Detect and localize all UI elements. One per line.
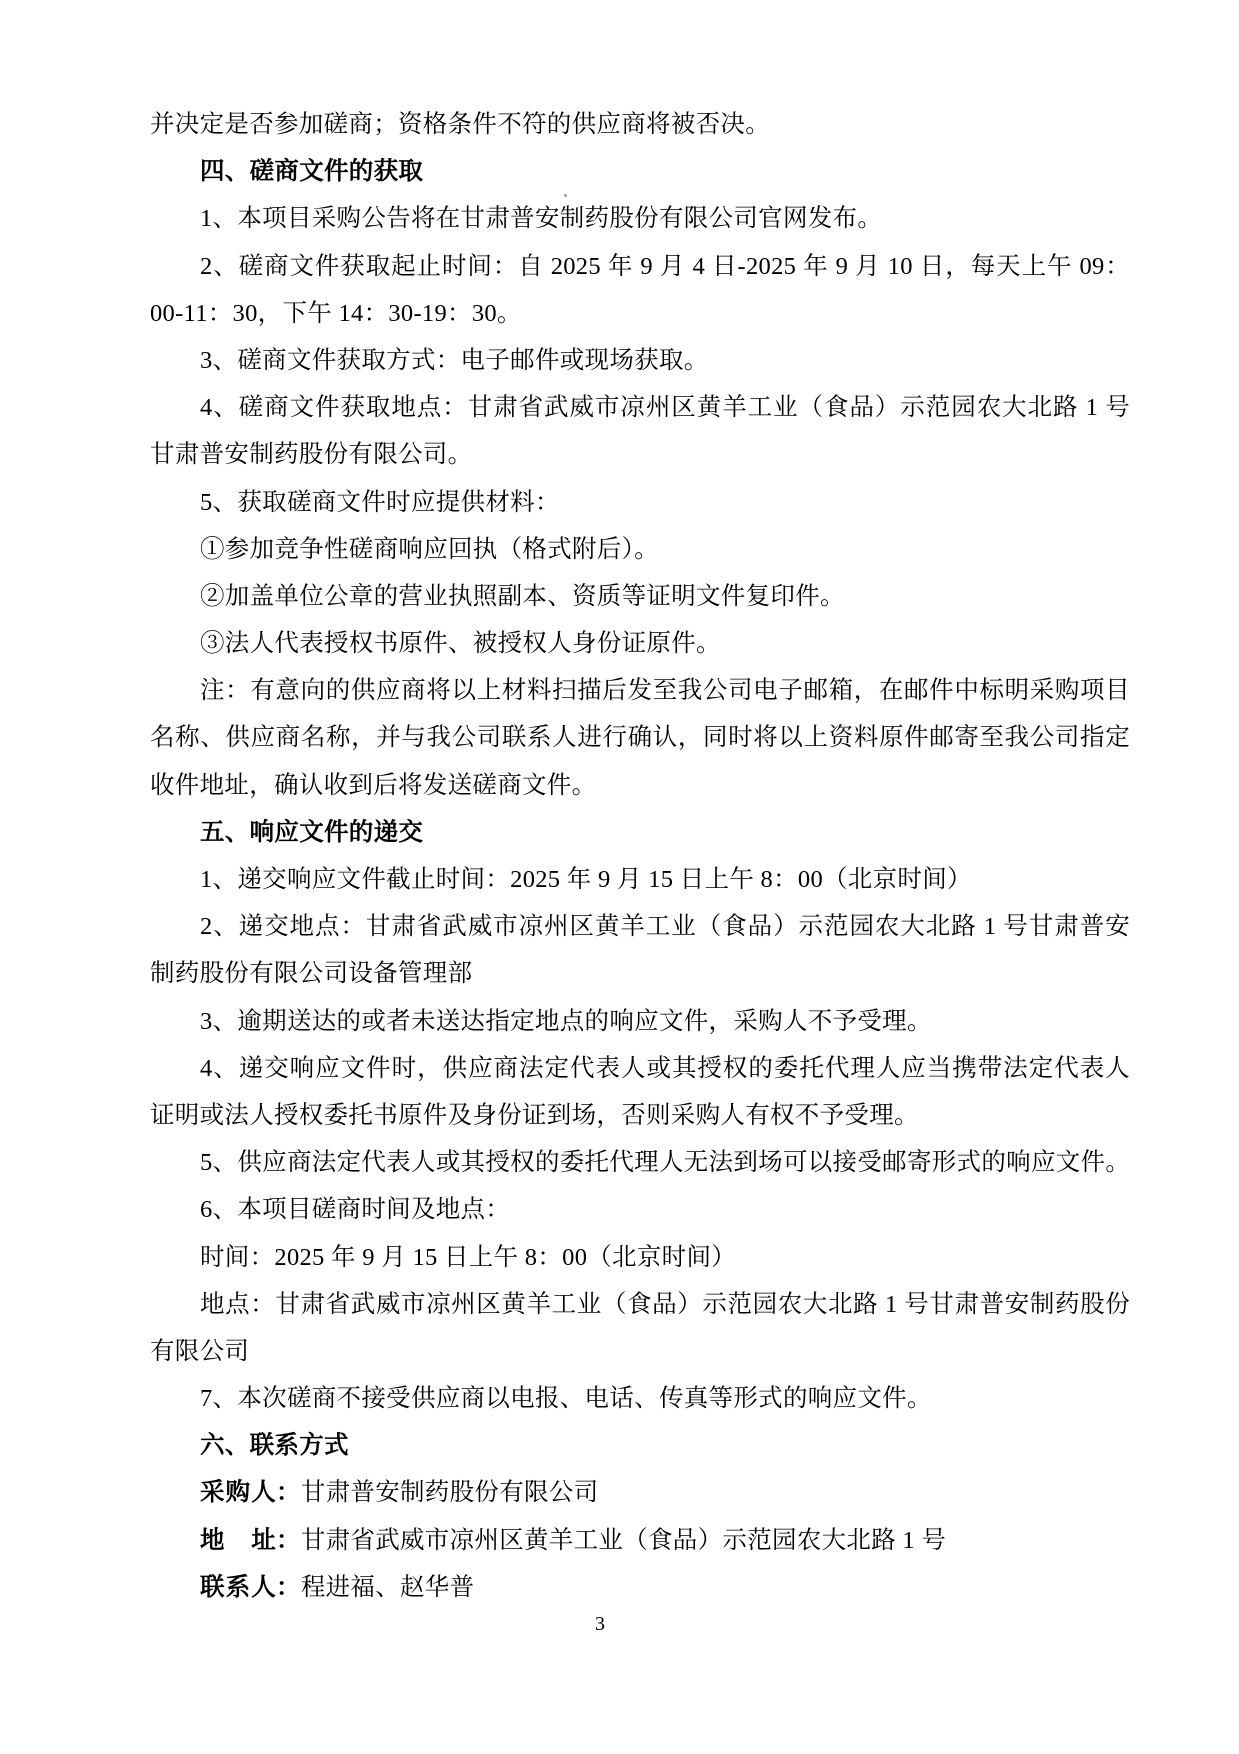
text-line <box>150 1234 1130 1281</box>
line-text: 甘肃省武威市凉州区黄羊工业（食品）示范园农大北路 1 号 <box>300 1526 947 1554</box>
text-line <box>150 1186 1130 1233</box>
contact-line <box>150 1564 1130 1611</box>
text-line <box>150 998 1130 1045</box>
text-line <box>150 290 1130 337</box>
text-line <box>150 667 1130 714</box>
line-text: 时间：2025 年 9 月 15 日上午 8：00（北京时间） <box>200 1243 737 1271</box>
text-line <box>150 1328 1130 1375</box>
text-line <box>150 950 1130 997</box>
line-text: 甘肃普安制药股份有限公司。 <box>150 441 473 469</box>
text-line <box>150 431 1130 478</box>
text-line <box>150 620 1130 667</box>
text-line <box>150 573 1130 620</box>
line-text: 7、本次磋商不接受供应商以电报、电话、传真等形式的响应文件。 <box>200 1385 932 1413</box>
contact-label-colon: ： <box>276 1479 301 1507</box>
line-text: 1、本项目采购公告将在甘肃普安制药股份有限公司官网发布。 <box>200 205 883 233</box>
line-text: 5、供应商法定代表人或其授权的委托代理人无法到场可以接受邮寄形式的响应文件。 <box>200 1149 1131 1177</box>
document-body <box>150 101 1130 1611</box>
contact-label-colon: ： <box>276 1526 301 1554</box>
line-text: 甘肃普安制药股份有限公司 <box>300 1479 599 1507</box>
line-text: 并决定是否参加磋商；资格条件不符的供应商将被否决。 <box>150 111 770 138</box>
section-heading <box>150 148 1130 195</box>
text-line <box>150 762 1130 809</box>
text-line <box>150 526 1130 573</box>
line-text: 证明或法人授权委托书原件及身份证到场，否则采购人有权不予受理。 <box>150 1101 919 1129</box>
page-number: 3 <box>595 1613 605 1635</box>
section-heading <box>150 809 1130 856</box>
text-line <box>150 195 1130 242</box>
section-heading <box>150 1422 1130 1469</box>
line-text: 2、递交地点：甘肃省武威市凉州区黄羊工业（食品）示范园农大北路 1 号甘肃普安 <box>200 913 1130 941</box>
text-line <box>150 1375 1130 1422</box>
line-text: 2、磋商文件获取起止时间：自 2025 年 9 月 4 日-2025 年 9 月 10 日，每天上午 09： <box>200 252 1130 280</box>
line-text: 注：有意向的供应商将以上材料扫描后发至我公司电子邮箱，在邮件中标明采购项目 <box>200 677 1130 705</box>
line-text: 四、磋商文件的获取 <box>200 158 424 186</box>
line-text: 五、响应文件的递交 <box>200 818 424 846</box>
line-text: 收件地址，确认收到后将发送磋商文件。 <box>150 771 597 799</box>
contact-line <box>150 1517 1130 1564</box>
text-line <box>150 1281 1130 1328</box>
contact-label: 联系人 <box>200 1573 276 1601</box>
line-text: 4、磋商文件获取地点：甘肃省武威市凉州区黄羊工业（食品）示范园农大北路 1 号 <box>200 394 1130 422</box>
text-line <box>150 903 1130 950</box>
contact-line <box>150 1469 1130 1516</box>
line-text: 程进福、赵华普 <box>300 1573 475 1601</box>
line-text: ③法人代表授权书原件、被授权人身份证原件。 <box>200 630 721 658</box>
scan-speck <box>564 194 567 197</box>
line-text: 1、递交响应文件截止时间：2025 年 9 月 15 日上午 8：00（北京时间） <box>200 866 972 893</box>
line-text: 名称、供应商名称，并与我公司联系人进行确认，同时将以上资料原件邮寄至我公司指定 <box>150 724 1130 752</box>
text-line <box>150 384 1130 431</box>
line-text: 地点：甘肃省武威市凉州区黄羊工业（食品）示范园农大北路 1 号甘肃普安制药股份 <box>200 1290 1130 1318</box>
line-text: 有限公司 <box>150 1337 250 1365</box>
line-text: 3、磋商文件获取方式：电子邮件或现场获取。 <box>200 346 709 374</box>
line-text: 5、获取磋商文件时应提供材料： <box>200 488 560 516</box>
line-text: 6、本项目磋商时间及地点： <box>200 1196 511 1224</box>
line-text: ②加盖单位公章的营业执照副本、资质等证明文件复印件。 <box>200 582 845 610</box>
text-line <box>150 1139 1130 1186</box>
text-line <box>150 714 1130 761</box>
line-text: ①参加竞争性磋商响应回执（格式附后）。 <box>200 535 659 563</box>
text-line <box>150 337 1130 384</box>
line-text: 4、递交响应文件时，供应商法定代表人或其授权的委托代理人应当携带法定代表人 <box>200 1054 1130 1082</box>
contact-label: 采购人 <box>200 1479 276 1507</box>
text-line <box>150 101 1130 148</box>
text-line <box>150 243 1130 290</box>
contact-label: 地址 <box>200 1526 276 1554</box>
text-line <box>150 479 1130 526</box>
line-text: 3、逾期送达的或者未送达指定地点的响应文件，采购人不予受理。 <box>200 1007 932 1035</box>
text-line <box>150 1092 1130 1139</box>
line-text: 00-11：30，下午 14：30-19：30。 <box>150 299 522 327</box>
text-line <box>150 856 1130 903</box>
text-line <box>150 1045 1130 1092</box>
line-text: 制药股份有限公司设备管理部 <box>150 960 473 988</box>
contact-label-colon: ： <box>276 1573 301 1601</box>
line-text: 六、联系方式 <box>200 1432 349 1460</box>
